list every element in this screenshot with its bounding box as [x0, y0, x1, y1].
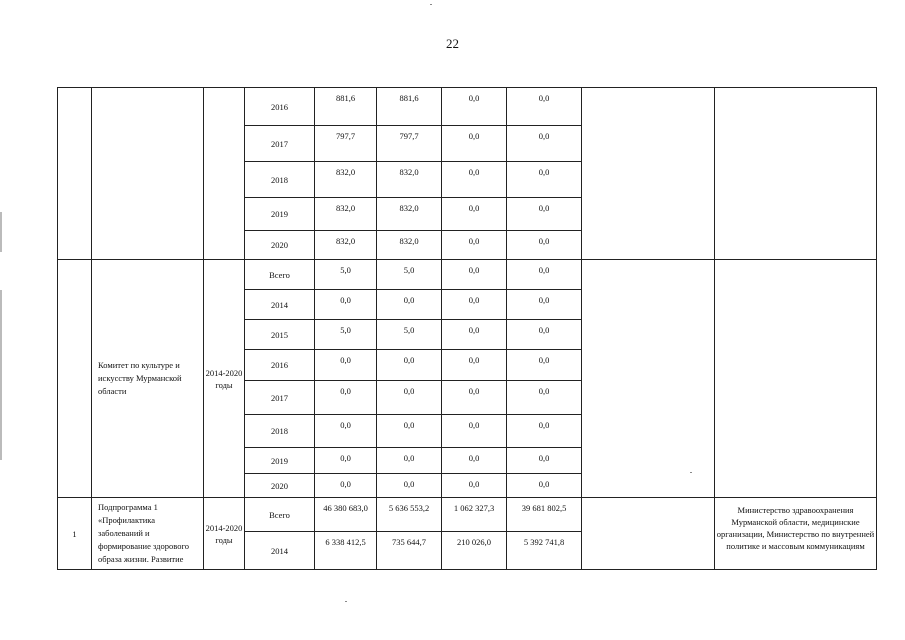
responsible-cell: [715, 88, 877, 260]
federal-budget-cell: 0,0: [442, 290, 507, 320]
name-cell: [92, 88, 204, 260]
federal-budget-cell: 1 062 327,3: [442, 498, 507, 532]
year-cell: 2015: [245, 320, 315, 350]
year-cell: 2017: [245, 126, 315, 162]
period-cell: 2014-2020 годы: [204, 260, 245, 498]
total-cell: 0,0: [315, 381, 377, 415]
year-cell: 2019: [245, 198, 315, 231]
federal-budget-cell: 0,0: [442, 474, 507, 498]
indicator-cell: [582, 260, 715, 498]
row-number-cell: 1: [58, 498, 92, 570]
responsible-executor-cell: Министерство здравоохранения Мурманской области, медицинские организации, Министерство по внутренней политике и массовым коммуникациям: [715, 498, 877, 570]
other-sources-cell: 0,0: [507, 448, 582, 474]
regional-budget-cell: 0,0: [377, 381, 442, 415]
table-body: [58, 88, 877, 570]
total-cell: 46 380 683,0: [315, 498, 377, 532]
regional-budget-cell: 832,0: [377, 198, 442, 231]
executor-name-cell: Комитет по культуре и искусству Мурманской области: [92, 260, 204, 498]
other-sources-cell: 0,0: [507, 162, 582, 198]
total-cell: 881,6: [315, 88, 377, 126]
other-sources-cell: 0,0: [507, 320, 582, 350]
federal-budget-cell: 0,0: [442, 231, 507, 260]
federal-budget-cell: 0,0: [442, 88, 507, 126]
other-sources-cell: 0,0: [507, 260, 582, 290]
scan-dot: [690, 472, 692, 473]
year-cell: 2016: [245, 88, 315, 126]
regional-budget-cell: 0,0: [377, 448, 442, 474]
regional-budget-cell: 735 644,7: [377, 532, 442, 570]
indicator-cell: [582, 498, 715, 570]
federal-budget-cell: 0,0: [442, 198, 507, 231]
other-sources-cell: 0,0: [507, 290, 582, 320]
total-cell: 0,0: [315, 474, 377, 498]
scan-dot: [345, 601, 347, 602]
year-cell: 2019: [245, 448, 315, 474]
federal-budget-cell: 0,0: [442, 126, 507, 162]
year-cell: Всего: [245, 498, 315, 532]
other-sources-cell: 0,0: [507, 474, 582, 498]
regional-budget-cell: 0,0: [377, 474, 442, 498]
funding-table: [57, 87, 877, 570]
year-cell: 2014: [245, 532, 315, 570]
other-sources-cell: 0,0: [507, 350, 582, 381]
total-cell: 0,0: [315, 415, 377, 448]
subprogram-name-cell: Подпрограмма 1 «Профилактика заболеваний и формирование здорового образа жизни. Развитие: [92, 498, 204, 570]
federal-budget-cell: 0,0: [442, 320, 507, 350]
table-row: [58, 260, 877, 290]
page-number: 22: [446, 36, 459, 51]
year-cell: Всего: [245, 260, 315, 290]
table-row: [58, 498, 877, 532]
year-cell: 2018: [245, 415, 315, 448]
table-row: [58, 88, 877, 126]
regional-budget-cell: 881,6: [377, 88, 442, 126]
regional-budget-cell: 5 636 553,2: [377, 498, 442, 532]
year-cell: 2014: [245, 290, 315, 320]
total-cell: 0,0: [315, 448, 377, 474]
total-cell: 797,7: [315, 126, 377, 162]
period-cell: [204, 88, 245, 260]
federal-budget-cell: 0,0: [442, 260, 507, 290]
year-cell: 2020: [245, 474, 315, 498]
federal-budget-cell: 0,0: [442, 350, 507, 381]
total-cell: 832,0: [315, 231, 377, 260]
federal-budget-cell: 0,0: [442, 415, 507, 448]
period-cell: 2014-2020 годы: [204, 498, 245, 570]
number-cell: [58, 88, 92, 260]
scan-mark: [0, 212, 2, 252]
scan-dot: [430, 4, 432, 5]
total-cell: 0,0: [315, 290, 377, 320]
year-cell: 2017: [245, 381, 315, 415]
regional-budget-cell: 832,0: [377, 162, 442, 198]
other-sources-cell: 0,0: [507, 231, 582, 260]
total-cell: 6 338 412,5: [315, 532, 377, 570]
regional-budget-cell: 0,0: [377, 350, 442, 381]
regional-budget-cell: 5,0: [377, 320, 442, 350]
total-cell: 5,0: [315, 320, 377, 350]
regional-budget-cell: 0,0: [377, 415, 442, 448]
total-cell: 832,0: [315, 162, 377, 198]
scan-mark: [0, 290, 2, 460]
total-cell: 832,0: [315, 198, 377, 231]
year-cell: 2018: [245, 162, 315, 198]
number-cell: [58, 260, 92, 498]
other-sources-cell: 0,0: [507, 415, 582, 448]
other-sources-cell: 0,0: [507, 198, 582, 231]
federal-budget-cell: 0,0: [442, 381, 507, 415]
federal-budget-cell: 210 026,0: [442, 532, 507, 570]
regional-budget-cell: 5,0: [377, 260, 442, 290]
federal-budget-cell: 0,0: [442, 162, 507, 198]
other-sources-cell: 0,0: [507, 88, 582, 126]
federal-budget-cell: 0,0: [442, 448, 507, 474]
year-cell: 2016: [245, 350, 315, 381]
other-sources-cell: 39 681 802,5: [507, 498, 582, 532]
regional-budget-cell: 832,0: [377, 231, 442, 260]
responsible-cell: [715, 260, 877, 498]
other-sources-cell: 5 392 741,8: [507, 532, 582, 570]
total-cell: 5,0: [315, 260, 377, 290]
year-cell: 2020: [245, 231, 315, 260]
total-cell: 0,0: [315, 350, 377, 381]
regional-budget-cell: 0,0: [377, 290, 442, 320]
other-sources-cell: 0,0: [507, 126, 582, 162]
other-sources-cell: 0,0: [507, 381, 582, 415]
regional-budget-cell: 797,7: [377, 126, 442, 162]
indicator-cell: [582, 88, 715, 260]
